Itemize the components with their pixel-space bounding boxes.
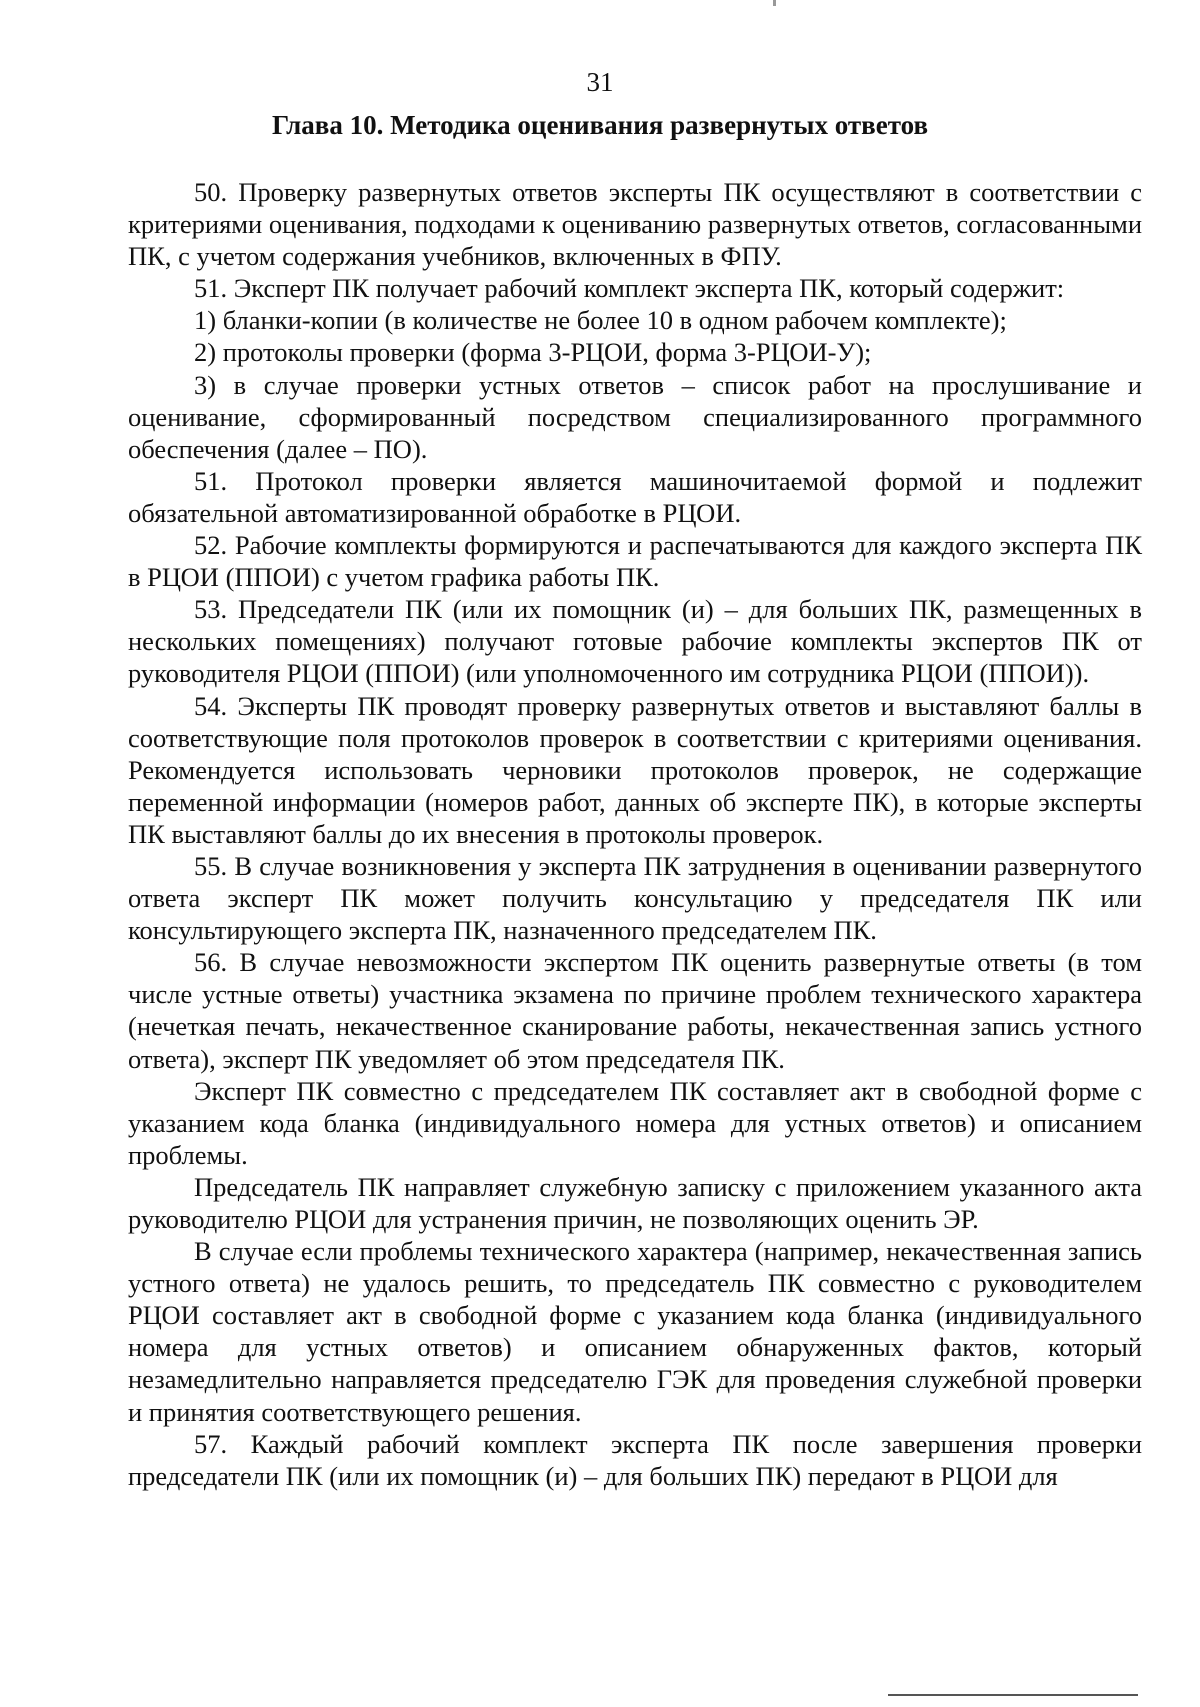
paragraph-56-memo: Председатель ПК направляет служебную записку с приложением указанного акта руководителю РЦОИ для устранения причин, не позволяющих оценить ЭР.	[128, 1171, 1142, 1234]
paragraph-56: 56. В случае невозможности экспертом ПК оценить развернутые ответы (в том числе устные ответы) участника экзамена по причине проблем технического характера (нечеткая печать, некачественное сканирование работы, некачественная запись устного ответа), эксперт ПК уведомляет об этом председателя ПК.	[128, 947, 1142, 1074]
paragraph-51: 51. Эксперт ПК получает рабочий комплект эксперта ПК, который содержит:	[194, 273, 1065, 304]
paragraph-56-act: Эксперт ПК совместно с председателем ПК составляет акт в свободной форме с указанием кода бланка (индивидуального номера для устных ответов) и описанием проблемы.	[128, 1075, 1142, 1170]
paragraph-52: 52. Рабочие комплекты формируются и распечатываются для каждого эксперта ПК в РЦОИ (ППОИ) с учетом графика работы ПК.	[128, 530, 1142, 593]
list-item-1: 1) бланки-копии (в количестве не более 10 в одном рабочем комплекте);	[194, 305, 1007, 336]
scan-artifact	[773, 0, 776, 6]
paragraph-57: 57. Каждый рабочий комплект эксперта ПК после завершения проверки председатели ПК (или их помощник (и) – для больших ПК) передают в РЦОИ для	[128, 1428, 1142, 1491]
paragraph-56-unresolved: В случае если проблемы технического характера (например, некачественная запись устного ответа) не удалось решить, то председатель ПК совместно с руководителем РЦОИ составляет акт в свободной форме с указанием кода бланка (индивидуального номера для устных ответов) и описанием обнаруженных фактов, который незамедлительно направляется председателю ГЭК для проведения служебной проверки и принятия соответствующего решения.	[128, 1236, 1142, 1427]
list-item-3: 3) в случае проверки устных ответов – список работ на прослушивание и оценивание, сформированный посредством специализированного программного обеспечения (далее – ПО).	[128, 369, 1142, 464]
paragraph-51-protocol: 51. Протокол проверки является машиночитаемой формой и подлежит обязательной автоматизированной обработке в РЦОИ.	[128, 465, 1142, 528]
list-item-2: 2) протоколы проверки (форма 3-РЦОИ, форма 3-РЦОИ-У);	[194, 337, 872, 368]
body-text	[128, 176, 1142, 1492]
paragraph-55: 55. В случае возникновения у эксперта ПК затруднения в оценивании развернутого ответа эксперт ПК может получить консультацию у председателя ПК или консультирующего эксперта ПК, назначенного председателем ПК.	[128, 850, 1142, 946]
page-number: 31	[586, 67, 614, 97]
scan-edge-line	[888, 1694, 1138, 1696]
chapter-title: Глава 10. Методика оценивания развернутых ответов	[271, 110, 929, 140]
paragraph-53: 53. Председатели ПК (или их помощник (и) – для больших ПК, размещенных в нескольких помещениях) получают готовые рабочие комплекты экспертов ПК от руководителя РЦОИ (ППОИ) (или уполномоченного им сотрудника РЦОИ (ППОИ)).	[128, 594, 1142, 689]
paragraph-54: 54. Эксперты ПК проводят проверку развернутых ответов и выставляют баллы в соответствующие поля протоколов проверок в соответствии с критериями оценивания. Рекомендуется использовать черновики протоколов проверок, не содержащие переменной информации (номеров работ, данных об эксперте ПК), в которые эксперты ПК выставляют баллы до их внесения в протоколы проверок.	[128, 690, 1142, 849]
paragraph-50: 50. Проверку развернутых ответов эксперты ПК осуществляют в соответствии с критериями оценивания, подходами к оцениванию развернутых ответов, согласованными ПК, с учетом содержания учебников, включенных в ФПУ.	[128, 177, 1142, 272]
